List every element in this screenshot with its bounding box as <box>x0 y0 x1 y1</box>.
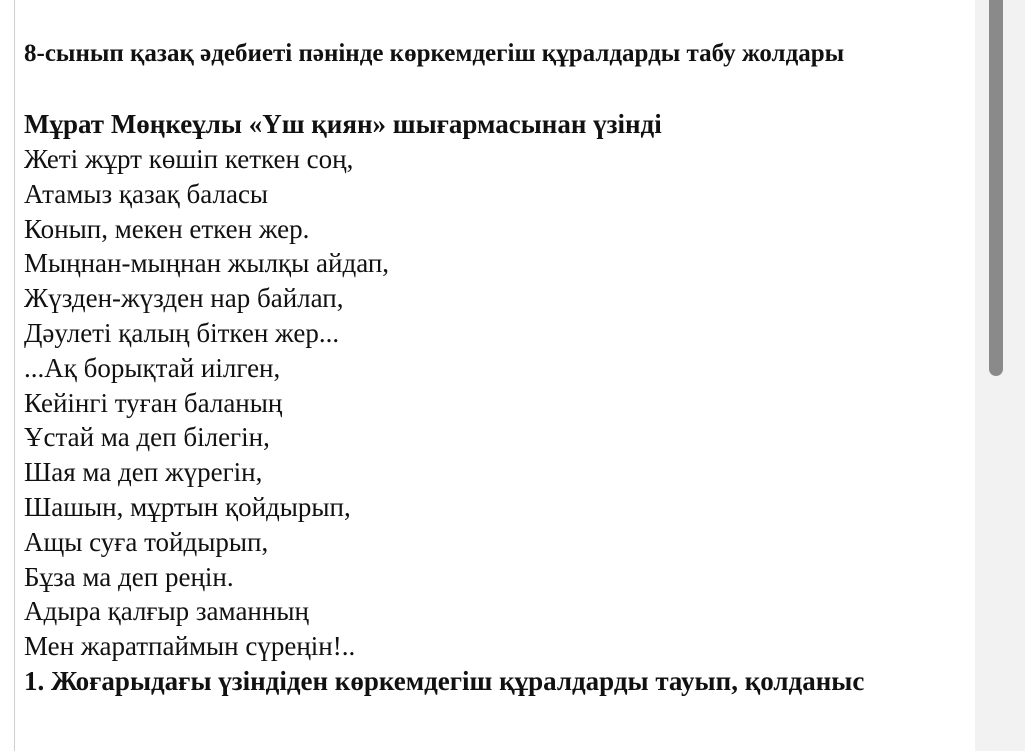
poem-line: Адыра қалғыр заманның <box>24 596 309 627</box>
poem-title: Мұрат Мөңкеұлы «Үш қиян» шығармасынан үзінді <box>24 109 662 139</box>
poem-line: Дәулеті қалың біткен жер... <box>24 317 340 348</box>
poem-line: ...Ақ борықтай иілген, <box>24 352 281 383</box>
poem-line: Ащы суға тойдырып, <box>24 526 269 557</box>
poem-line: Мен жаратпаймын сүреңін!.. <box>24 631 356 662</box>
poem-line: Кейінгі туған баланың <box>24 387 283 418</box>
poem-line: Конып, мекен еткен жер. <box>24 213 310 244</box>
poem-line: Жеті жұрт көшіп кеткен соң, <box>24 144 354 174</box>
heading-spacer <box>24 73 975 106</box>
scrollbar-thumb[interactable] <box>989 0 1003 376</box>
document-heading: 8-сынып қазақ әдебиеті пәнінде көркемдегіш құралдарды табу жолдары <box>24 40 845 67</box>
poem-line: Мыңнан-мыңнан жылқы айдап, <box>24 248 390 279</box>
poem-line: Ұстай ма деп білегін, <box>24 422 270 453</box>
poem-line: Шая ма деп жүрегін, <box>24 457 263 488</box>
page-edge-divider <box>14 0 15 751</box>
question-text: 1. Жоғарыдағы үзіндіден көркемдегіш құралдарды тауып, қолданыс <box>24 665 865 696</box>
poem-line: Шашын, мұртын қойдырып, <box>24 491 351 522</box>
poem-line: Бұза ма деп реңін. <box>24 561 234 592</box>
poem-line: Атамыз қазақ баласы <box>24 178 269 209</box>
document-content <box>24 35 975 698</box>
poem-line: Жүзден-жүзден нар байлап, <box>24 283 344 314</box>
